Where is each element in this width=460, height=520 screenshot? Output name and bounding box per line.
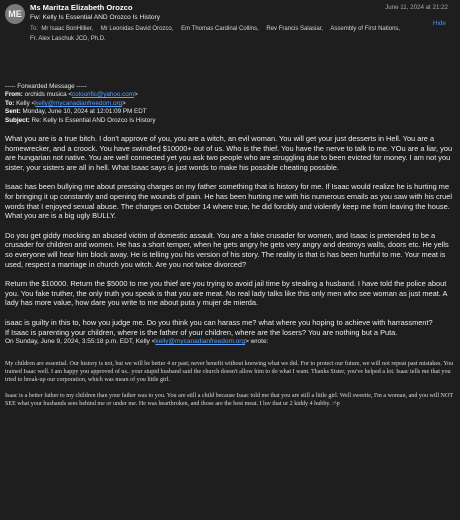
to-value: Kelly <	[16, 99, 36, 107]
from-value: orchids musica <	[24, 91, 73, 99]
attribution-prefix: On Sunday, June 9, 2024, 3:55:18 p.m. EDT, Kelly <	[5, 338, 156, 346]
recipient[interactable]: Assembly of First Nations,	[330, 26, 401, 32]
message-body	[5, 83, 457, 409]
quoted-paragraph: My children are essential. Our history is not, but we will be better 4 ur past; never benefit without knowing what we did. For to protect our future, we will not repeat past mistakes. You trained Isaac well. I am happy you approved of us.. your stupid husband said the church doesn't allow him to do what I want. Thanks Sister, you've helped a lot. Isaac tells me that you tried to break-up our corporation, which was mean of you little girl.	[5, 360, 454, 383]
subject-label: Subject:	[5, 116, 30, 124]
sent-label: Sent:	[5, 108, 21, 116]
attribution-email-link[interactable]: kelly@mycanadianfreedom.org	[155, 338, 246, 346]
recipient[interactable]: Mr Leonidas David Orozco,	[100, 26, 174, 32]
to-close: >	[122, 99, 126, 107]
message-date: June 11, 2024 at 21:22	[385, 4, 448, 11]
body-paragraph: isaac is guilty in this to, how you judge me. Do you think you can harass me? what where you hoping to achieve with harrassment? If Isaac is parenting your children, where is the father of your children, where are the losers? You are nothing but a Puta.	[5, 317, 433, 337]
body-paragraph: Return the $10000. Return the $5000 to me you thief are you trying to avoid jail time by stealing a husband. I have told the police about you. You fake truther, the only truth you speak is that you are meat. No real lady talks like this only men who see woman as just meat. A lady has more value, how dare you write to me about puta y mujer de mierda.	[5, 279, 448, 308]
message-header	[0, 0, 460, 52]
attribution-suffix: > wrote:	[245, 338, 269, 346]
from-close: >	[134, 91, 138, 99]
from-email-link[interactable]: colourific@yahoo.com	[72, 91, 135, 99]
forward-from	[5, 91, 457, 99]
body-paragraph: What you are is a true bitch. I don't approve of you, you are a witch, an evil woman. You will get your just desserts in Hell. You are a homewrecker, and a croock. You have swindled $10000+ out of us. Who is the thief. You have the nerve to talk to me. YOu are a liar, you are hungarian not native. You are well connected yet you ask two people who are struggling due to been evicted for money. I am not you sister, your sisters are all in hell. What Isaac says is just words to make his possible cheating possible.	[5, 134, 453, 172]
hide-details-button[interactable]: Hide	[432, 20, 446, 27]
recipient-list	[30, 24, 410, 44]
sender-avatar: ME	[5, 4, 25, 24]
subject-value: Re: Kelly Is Essential AND Orozco Is History	[31, 116, 156, 124]
to-label: To:	[5, 99, 15, 107]
body-paragraph: Do you get giddy mocking an abused victim of domestic assault. You are a fake crusader for women, and Isaac is pretended to be a crusader for children and women. He has a short temper, when he gets angry he gets very angry and destroys walls, doors etc. He yells so everyone will hear him block away. He is telling you his version of his story. The reality is that is has been hurtful to me. Your meat is used, respect a marriage in church you witch. Are you not twice divorced?	[5, 230, 449, 269]
sender-name: Ms Maritza Elizabeth Orozco	[30, 3, 133, 12]
recipient[interactable]: Em Thomas Cardinal Collins,	[181, 26, 259, 32]
from-label: From:	[5, 91, 23, 99]
recipient[interactable]: Fr. Alex Laschuk JCD, Ph.D.	[30, 36, 106, 42]
body-paragraph: Isaac has been bullying me about pressing charges on my father something that is history for me. If Isaac would realize he is hurting me for bringing it up constantly and opening the wounds of pain. He has been hurting me with his numerous emails as you saw with his cruel words that I enjoyed sexual abuse. The charges on October 14 where true, he did forcibly and violently keep me from leaving the house. What you are is a big ugly BULLY.	[5, 182, 452, 221]
quoted-paragraph: Isaac is a better father to my children than your father was to you. You are still a child because Isaac told me that you are still a little girl. Well sweetie, I'm a woman, and you will NOT SEE what your husbands sees behind me or under me. He was heartbroken, and those are the best meat. I luv that ur 2 kiddy 4 hubby. :^p	[5, 393, 453, 408]
forward-to	[5, 100, 457, 108]
forward-sent	[5, 108, 457, 116]
forward-subject	[5, 117, 457, 125]
to-label: To:	[30, 26, 39, 32]
sent-value: Monday, June 10, 2024 at 12:01:09 PM EDT	[22, 108, 147, 116]
forward-divider: ----- Forwarded Message -----	[5, 83, 87, 90]
forwarded-header	[5, 83, 457, 125]
message-subject: Fw: Kelly Is Essential AND Orozco Is History	[30, 14, 161, 21]
recipient[interactable]: Rev Francis Salasiar,	[266, 26, 324, 32]
quote-attribution	[5, 338, 457, 347]
to-email-link[interactable]: kelly@mycanadianfreedom.org	[35, 99, 123, 107]
recipient[interactable]: Mr Isaac BonHillier,	[41, 26, 94, 32]
